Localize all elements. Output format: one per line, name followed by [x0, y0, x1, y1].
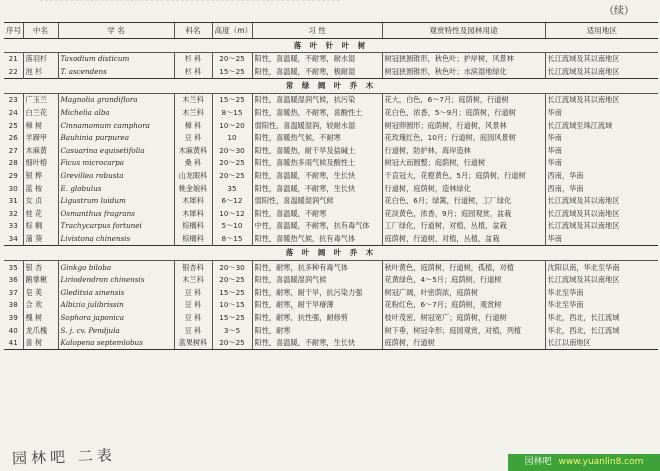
table-cell: 阳性，喜温暖，不耐寒，生长快 — [252, 182, 382, 195]
table-cell: 10～12 — [212, 208, 252, 221]
table-cell: 15～25 — [212, 287, 252, 300]
table-cell: 10 — [212, 132, 252, 145]
table-cell: 槐 树 — [23, 312, 58, 325]
header-cell: 适用地区 — [545, 23, 658, 39]
table-cell: Sophora japonica — [58, 312, 174, 325]
section-row — [4, 39, 658, 53]
table-cell: 34 — [8, 234, 18, 244]
table-cell: 31 — [8, 196, 18, 206]
table-cell: 15～25 — [212, 312, 252, 325]
table-cell: 鹅掌楸 — [23, 274, 58, 287]
table-cell: Gleditsia sinensis — [58, 287, 174, 300]
table-cell: 长江流域至珠江流域 — [545, 119, 658, 132]
table-cell: 桃金娘科 — [174, 182, 212, 195]
table-cell: Ligustrum luidum — [58, 195, 174, 208]
table-row — [4, 157, 658, 170]
table-body — [4, 39, 658, 350]
table-cell: 庭荫树，行道树，对植，丛植，盆栽 — [382, 233, 545, 246]
table-cell: 豆 科 — [174, 132, 212, 145]
table-cell: 棕 榈 — [23, 220, 58, 233]
table-cell: 西南，华南 — [545, 182, 658, 195]
table-cell: 41 — [4, 337, 23, 350]
table-cell: Michelia alba — [58, 107, 174, 120]
section-title: 落 叶 针 叶 树 — [4, 39, 658, 53]
section-title: 落 叶 阔 叶 乔 木 — [4, 246, 658, 261]
table-cell: 桂 花 — [23, 208, 58, 221]
table-cell: 花玫瑰红色，10月；行道树，庭园风景树 — [382, 132, 545, 145]
table-cell: 长江流域及其以南地区 — [545, 274, 658, 287]
table-cell: 花白色，6月；绿篱，行道树，工厂绿化 — [382, 195, 545, 208]
table-row — [4, 208, 658, 221]
table-row — [4, 182, 658, 195]
header-cell: 科名 — [174, 23, 212, 39]
table-cell: Livistona chinensis — [58, 233, 174, 246]
table-cell: 35 — [8, 262, 18, 272]
table-cell: 5～10 — [212, 220, 252, 233]
table-cell: 棕榈科 — [174, 220, 212, 233]
table-cell: 木麻黄 — [23, 145, 58, 158]
table-cell: 华北至华南 — [545, 287, 658, 300]
table-cell: 广玉兰 — [23, 94, 58, 107]
table-cell: 豆 科 — [174, 312, 212, 325]
table-cell: 阳性，喜温暖，不耐寒，极耐湿 — [252, 66, 382, 79]
plant-table — [4, 22, 658, 350]
table-cell: 秋叶黄色，庭荫树，行道树，孤植，对植 — [382, 261, 545, 274]
site-watermark[interactable] — [508, 454, 660, 471]
table-cell: 花淡黄色，浓香，9月；庭园观赏，盆栽 — [382, 208, 545, 221]
table-cell: 树冠广阔，叶密荫浓，庭荫树 — [382, 287, 545, 300]
table-cell: 35 — [212, 182, 252, 195]
handwritten-signature: 园林吧 二表 — [11, 446, 117, 468]
table-cell: 木兰科 — [174, 107, 212, 120]
table-cell: 豆 科 — [174, 299, 212, 312]
table-row — [4, 132, 658, 145]
table-header — [4, 23, 658, 39]
table-cell: 银 桦 — [23, 170, 58, 183]
table-cell: 树冠卵圆形；庭荫树，行道树，风景林 — [382, 119, 545, 132]
table-cell: 桑 科 — [174, 157, 212, 170]
table-cell: 20～30 — [212, 145, 252, 158]
table-cell: 长江以南地区 — [545, 337, 658, 350]
table-cell: 华南 — [545, 132, 658, 145]
table-row — [4, 299, 658, 312]
table-cell: 银 杏 — [23, 261, 58, 274]
table-cell: Ficus microcarpa — [58, 157, 174, 170]
table-cell: 干直冠大，花橙黄色，5月；庭荫树，行道树 — [382, 170, 545, 183]
table-cell: Casuarina equisetifolia — [58, 145, 174, 158]
table-cell: 树冠狭圆锥形，秋色叶；护岸树，风景林 — [382, 53, 545, 66]
table-cell: 长江流域及其以南地区 — [545, 66, 658, 79]
table-cell: 8～15 — [212, 233, 252, 246]
table-cell: 皂 荚 — [23, 287, 58, 300]
table-cell: 蓝果树科 — [174, 337, 212, 350]
table-cell: 10～20 — [212, 119, 252, 132]
table-cell: 21 — [8, 54, 18, 64]
table-cell: 长江流域及其以南地区 — [545, 53, 658, 66]
table-cell: Osmanthus fragrans — [58, 208, 174, 221]
table-cell: 行道树，防护林，海岸造林 — [382, 145, 545, 158]
table-row — [4, 170, 658, 183]
header-cell: 序号 — [4, 23, 23, 39]
table-row — [4, 287, 658, 300]
header-cell: 观赏特性及园林用途 — [382, 23, 545, 39]
table-cell: 池 杉 — [23, 66, 58, 79]
table-cell: 20～25 — [212, 53, 252, 66]
table-cell: 细叶榕 — [23, 157, 58, 170]
table-cell: 西南，华南 — [545, 170, 658, 183]
table-cell: 3～5 — [212, 324, 252, 337]
section-title: 常 绿 阔 叶 乔 木 — [4, 79, 658, 94]
table-row — [4, 53, 658, 66]
table-cell: Magnolia grandiflora — [58, 94, 174, 107]
table-cell: 阳性，喜暖热，不耐寒，喜酸性土 — [252, 107, 382, 120]
table-cell: 喜 树 — [23, 337, 58, 350]
table-cell: S. j. cv. Pendjula — [58, 324, 174, 337]
table-cell: 39 — [8, 312, 18, 322]
watermark-brand: 园林吧 — [524, 457, 552, 467]
table-cell: Cinnamomum camphora — [58, 119, 174, 132]
table-cell: 阳性，喜暖热气候，不耐寒 — [252, 132, 382, 145]
table-cell: 阳性，喜温暖湿润气候，抗污染 — [252, 94, 382, 107]
table-cell: 20～25 — [212, 274, 252, 287]
table-cell: 豆 科 — [174, 287, 212, 300]
table-cell: 阳性，喜暖热气候，抗有毒气体 — [252, 233, 382, 246]
table-cell: 阳性，耐寒 — [252, 324, 382, 337]
table-cell: Albizia julibrissin — [58, 299, 174, 312]
table-cell: 阳性，喜暖热多雨气候及酸性土 — [252, 157, 382, 170]
table-cell: 华北至华南 — [545, 299, 658, 312]
table-cell: 30 — [8, 183, 18, 193]
table-cell: 阳性，喜温暖，不耐寒，生长快 — [252, 170, 382, 183]
table-cell: 花粉红色，6～7月；庭荫树，观赏树 — [382, 299, 545, 312]
table-row — [4, 94, 658, 107]
table-cell: 木麻黄科 — [174, 145, 212, 158]
table-cell: 25 — [8, 120, 18, 130]
table-cell: 枝叶茂密，树冠宽广；庭荫树，行道树 — [382, 312, 545, 325]
table-cell: 花黄绿色，4～5月；庭荫树，行道树 — [382, 274, 545, 287]
table-cell: 32 — [8, 208, 18, 218]
table-cell: 20～25 — [212, 337, 252, 350]
table-cell: 庭荫树，行道树 — [382, 337, 545, 350]
header-cell: 高度（m） — [212, 23, 252, 39]
table-cell: 华南 — [545, 233, 658, 246]
table-cell: 22 — [8, 66, 18, 76]
table-cell: 阳性，喜温暖，不耐寒 — [252, 208, 382, 221]
table-cell: 中性，喜温暖，不耐寒，抗有毒气体 — [252, 220, 382, 233]
table-cell: 26 — [8, 133, 18, 143]
table-cell: 白兰花 — [23, 107, 58, 120]
table-cell: 木犀科 — [174, 208, 212, 221]
table-cell: 棕榈科 — [174, 233, 212, 246]
table-cell: 8～15 — [212, 107, 252, 120]
section-row — [4, 79, 658, 94]
table-cell: 华北，西北，长江流域 — [545, 312, 658, 325]
table-cell: 40 — [8, 325, 18, 335]
continued-label: （续） — [604, 6, 634, 17]
table-cell: 37 — [8, 287, 18, 297]
table-cell: 花白色，浓香，5～9月；庭荫树，行道树 — [382, 107, 545, 120]
table-row — [4, 195, 658, 208]
table-cell: 樟 树 — [23, 119, 58, 132]
table-cell: 工厂绿化，行道树，对植，丛植，盆栽 — [382, 220, 545, 233]
table-cell: 阳性，喜暖热，耐干旱及盐碱土 — [252, 145, 382, 158]
table-cell: 银杏科 — [174, 261, 212, 274]
table-cell: Kalopena septemlobus — [58, 337, 174, 350]
table-cell: 阳性，耐寒，耐干旱瘠薄 — [252, 299, 382, 312]
table-cell: Grevillea robusta — [58, 170, 174, 183]
table-cell: 樟 科 — [174, 119, 212, 132]
header-cell: 学 名 — [58, 23, 174, 39]
table-cell: 阳性，耐寒，耐干旱，抗污染力强 — [252, 287, 382, 300]
table-row — [4, 261, 658, 274]
table-cell: Ginkgo biloba — [58, 261, 174, 274]
table-cell: 树冠大而圆整；庭荫树，行道树 — [382, 157, 545, 170]
table-cell: E. globulus — [58, 182, 174, 195]
table-cell: 阳性，耐寒，抗多种有毒气体 — [252, 261, 382, 274]
table-cell: 华北，西北，长江流域 — [545, 324, 658, 337]
table-cell: 20～25 — [212, 157, 252, 170]
table-cell: 20～25 — [212, 170, 252, 183]
table-cell: 36 — [8, 275, 18, 285]
table-cell: Bauhinia purpurea — [58, 132, 174, 145]
watermark-url: www.yuanlin8.com — [558, 457, 644, 467]
table-cell: 花大，白色，6～7月；庭荫树，行道树 — [382, 94, 545, 107]
table-row — [4, 66, 658, 79]
table-cell: 阳性，喜温暖，不耐寒，耐水湿 — [252, 53, 382, 66]
table-row — [4, 107, 658, 120]
table-cell: 阳性，耐寒，抗性强，耐修剪 — [252, 312, 382, 325]
table-cell: 山龙眼科 — [174, 170, 212, 183]
table-cell: Trachycarpus fortunei — [58, 220, 174, 233]
table-cell: 蒲 葵 — [23, 233, 58, 246]
table-cell: 15～25 — [212, 66, 252, 79]
table-cell: 杉 科 — [174, 53, 212, 66]
table-cell: 龙爪槐 — [23, 324, 58, 337]
table-cell: 阳性，喜温暖湿润气候 — [252, 274, 382, 287]
header-cell: 习 性 — [252, 23, 382, 39]
table-cell: 合 欢 — [23, 299, 58, 312]
table-cell: 蓝 桉 — [23, 182, 58, 195]
table-cell: 20～30 — [212, 261, 252, 274]
table-cell: Liriodendron chinensis — [58, 274, 174, 287]
table-cell: 弱阳性，喜温暖湿润，较耐水湿 — [252, 119, 382, 132]
table-cell: 华南 — [545, 145, 658, 158]
table-cell: 羊蹄甲 — [23, 132, 58, 145]
table-cell: 树下垂，树冠伞形；庭园观赏，对植，列植 — [382, 324, 545, 337]
table-cell: 10～15 — [212, 299, 252, 312]
table-cell: 15～25 — [212, 94, 252, 107]
table-row — [4, 337, 658, 350]
table-cell: T. ascendens — [58, 66, 174, 79]
table-cell: 落羽杉 — [23, 53, 58, 66]
table-cell: 木犀科 — [174, 195, 212, 208]
table-row — [4, 233, 658, 246]
section-row — [4, 246, 658, 261]
table-cell: 38 — [8, 300, 18, 310]
table-cell: 24 — [8, 108, 18, 118]
table-row — [4, 145, 658, 158]
table-cell: 长江流域及其以南地区 — [545, 208, 658, 221]
table-cell: 29 — [8, 171, 18, 181]
table-row — [4, 274, 658, 287]
table-cell: 33 — [8, 221, 18, 231]
table-cell: 28 — [8, 158, 18, 168]
table-cell: 长江流域及其以南地区 — [545, 94, 658, 107]
table-cell: 木兰科 — [174, 94, 212, 107]
table-cell: 27 — [8, 145, 18, 155]
table-cell: 长江流域及其以南地区 — [545, 195, 658, 208]
table-cell: 杉 科 — [174, 66, 212, 79]
table-cell: 6～12 — [212, 195, 252, 208]
header-cell: 中名 — [23, 23, 58, 39]
table-cell: Taxodium disticum — [58, 53, 174, 66]
table-row — [4, 312, 658, 325]
table-cell: 华南 — [545, 157, 658, 170]
table-cell: 23 — [8, 95, 18, 105]
table-cell: 阳性，喜温暖，不耐寒，生长快 — [252, 337, 382, 350]
table-row — [4, 220, 658, 233]
table-row — [4, 119, 658, 132]
table-cell: 豆 科 — [174, 324, 212, 337]
table-cell: 长江流域及其以南地区 — [545, 220, 658, 233]
table-cell: 行道树，庭荫树，造林绿化 — [382, 182, 545, 195]
table-cell: 弱阳性，喜温暖湿润气候 — [252, 195, 382, 208]
table-cell: 女 贞 — [23, 195, 58, 208]
table-cell: 木兰科 — [174, 274, 212, 287]
top-scan-marks — [40, 0, 340, 5]
table-row — [4, 324, 658, 337]
table-cell: 华南 — [545, 107, 658, 120]
table-cell: 树冠狭圆锥形，秋色叶；水滨湿地绿化 — [382, 66, 545, 79]
table-cell: 沈阳以南，华北至华南 — [545, 261, 658, 274]
